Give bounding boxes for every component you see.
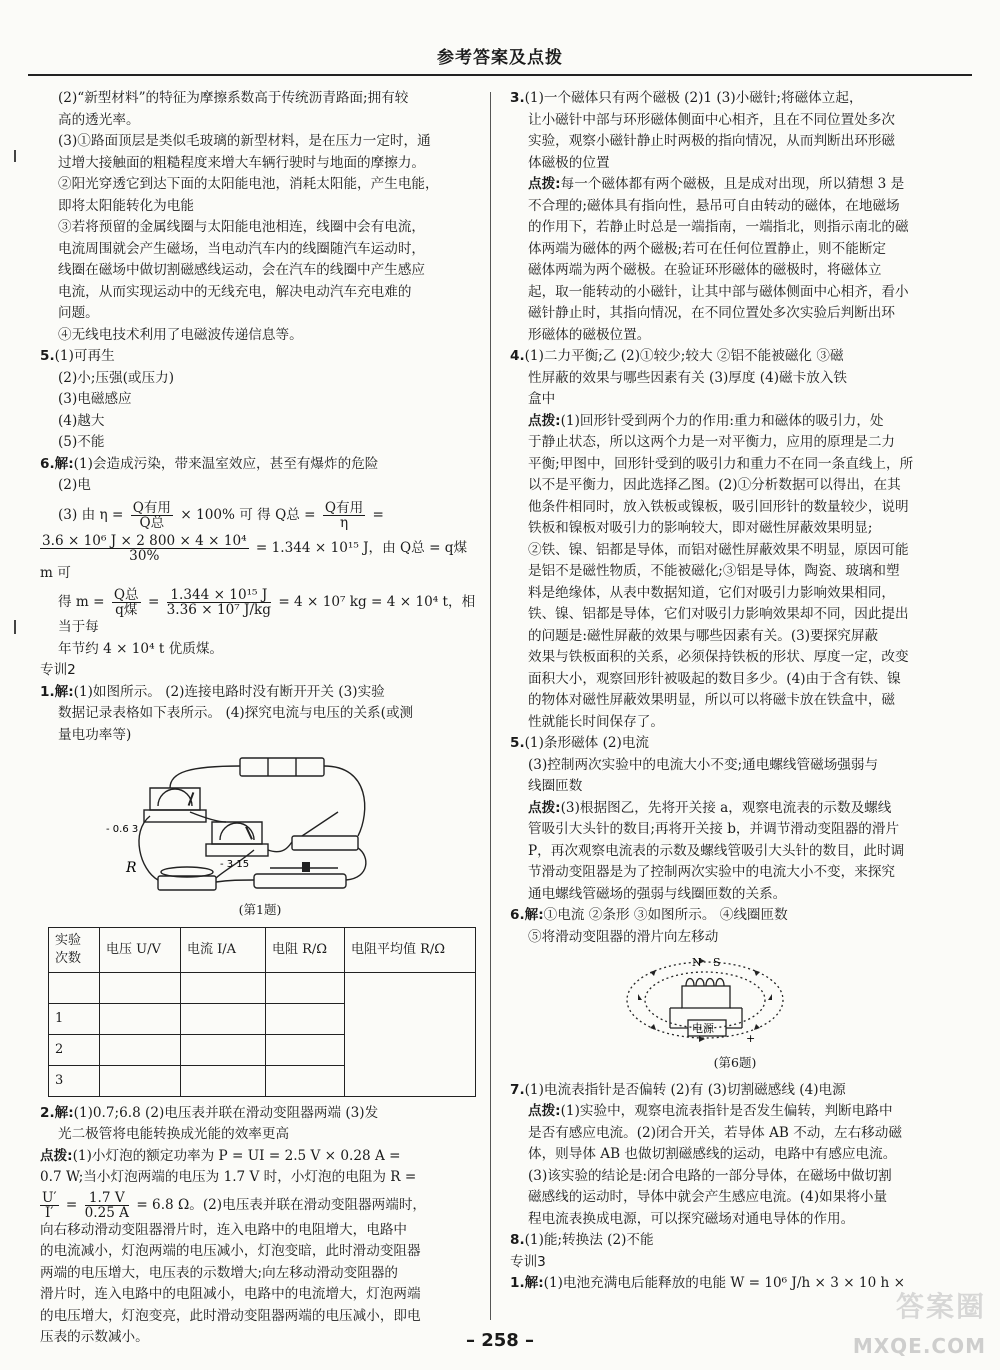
text-line: (1)二力平衡;乙 (2)①较少;较大 ②铝不能被磁化 ③磁: [524, 348, 844, 364]
text-line: (1)回形针受到两个力的作用:重力和磁体的吸引力，处: [560, 412, 884, 429]
table-row: [49, 972, 476, 1003]
solution-label: 解:: [54, 683, 74, 700]
formula-text: (3) 由 η =: [58, 506, 124, 523]
table-header-cell: 电压 U/V: [100, 927, 181, 972]
text-line: (3)电磁感应: [58, 391, 132, 407]
text-line: 光二极管将电能转换成光能的效率更高: [58, 1126, 290, 1142]
fraction-denominator: η: [339, 514, 349, 531]
south-pole-label: S: [713, 956, 721, 969]
text-line: 他条件相同时，放入铁板或镍板，吸引回形针的数量较少，说明: [528, 498, 909, 515]
text-line: 铁板和镍板对吸引力的影响较大，即对磁性屏蔽效果明显;: [528, 520, 873, 536]
text-line: 两端的电压增大，电压表的示数增大;向左移动滑动变阻器的: [40, 1264, 399, 1281]
text-line: 量电功率等): [58, 726, 132, 743]
ammeter-range-label: - 0.6 3: [106, 824, 139, 835]
fraction: [40, 534, 249, 563]
margin-mark: [14, 620, 16, 634]
text-line: P，再次观察电流表的示数及螺线管吸引大头针的数目，此时调: [528, 842, 905, 859]
tip-label: 点拨:: [528, 176, 561, 192]
text-line: (1)实验中，观察电流表指针是否发生偏转，判断电路中: [560, 1103, 893, 1119]
text-line: 磁针静止时，其指向情况，在不同位置处多次实验后判断出环: [528, 305, 896, 321]
text-line: (1)如图所示。 (2)连接电路时没有断开开关 (3)实验: [73, 683, 385, 700]
fraction-denominator: 30%: [129, 547, 160, 564]
column-divider: [490, 92, 491, 1320]
formula-text: =: [147, 594, 160, 610]
fraction-numerator: 1.344 × 10¹⁵ J: [167, 588, 271, 603]
text-line: 盒中: [528, 391, 556, 407]
tip-label: 点拨:: [528, 412, 561, 429]
circuit-diagram: [40, 752, 480, 897]
table-header-row: [49, 927, 476, 972]
resistor-label: R: [126, 860, 137, 876]
text-line: 起，取一能转动的小磁针，让其中部与磁体侧面中心相齐，看小: [528, 283, 909, 300]
watermark: [820, 1290, 990, 1368]
text-line: 料是绝缘体，从表中数据知道，它们对吸引力影响效果相同，: [528, 584, 896, 601]
text-line: (2)小;压强(或压力): [58, 369, 175, 386]
text-line: (1)电流表指针是否偏转 (2)有 (3)切割磁感线 (4)电源: [524, 1081, 846, 1098]
text-line: ①电流 ②条形 ③如图所示。 ④线圈匝数: [543, 907, 788, 923]
text-line: 是铝不是磁性物质，不能被磁化;③铝是导体，陶瓷、玻璃和塑: [528, 563, 900, 579]
text-line: 体磁极的位置: [528, 154, 610, 171]
text-line: ②铁、镍、铝都是导体，而铝对磁性屏蔽效果不明显，原因可能: [528, 541, 909, 558]
solution-label: 解:: [54, 1104, 74, 1121]
table-header-cell: 电流 I/A: [181, 927, 266, 972]
answer-s2-q2: [40, 1103, 480, 1349]
text-line: 的问题是:磁性屏蔽的效果与哪些因素有关。(3)要探究屏蔽: [528, 627, 879, 644]
text-line: 平衡;甲图中，回形针受到的吸引力和重力不在同一条直线上，所: [528, 455, 914, 472]
header-rule: [28, 74, 972, 76]
answer-s2-q1: [40, 682, 480, 1097]
tip-label: 点拨:: [528, 799, 561, 816]
text-line: 性就能长时间保存了。: [528, 713, 664, 730]
text-line: 滑片时，连入电路中的电阻减小，电路中的电流增大，灯泡两端: [40, 1286, 421, 1302]
formula-text: =: [372, 506, 384, 523]
question-number: 3.: [510, 90, 525, 106]
text-line: 不合理的;磁体具有指向性，悬吊可自由转动的磁体，在地磁场: [528, 197, 900, 214]
page-number: – 258 –: [465, 1330, 535, 1351]
figure-caption: (第6题): [713, 1055, 757, 1070]
answer-q8: [510, 1230, 960, 1252]
plus-terminal-label: +: [746, 1032, 756, 1045]
question-number: 2.: [40, 1104, 55, 1121]
formula-text: =: [65, 1196, 78, 1213]
question-number: 7.: [510, 1081, 525, 1098]
text-line: 效果与铁板面积的关系，必须保持铁板的形状、厚度一定，改变: [528, 649, 909, 665]
figure-caption: (第1题): [238, 902, 282, 917]
text-line: 每一个磁体都有两个磁极，且是成对出现，所以猜想 3 是: [560, 176, 905, 192]
text-line: 磁体两端为两个磁极。在验证环形磁体的磁极时，将磁体立: [528, 262, 882, 278]
text-line: 年节约 4 × 10⁴ t 优质煤。: [58, 640, 224, 657]
tip-label: 点拨:: [40, 1147, 73, 1164]
text-line: 线圈在磁场中做切割磁感线运动，会在汽车的线圈中产生感应: [58, 262, 426, 278]
answer-q6: [40, 454, 480, 661]
text-line: 程电流表换成电源，可以探究磁场对通电导体的作用。: [528, 1210, 855, 1227]
question-number: 8.: [510, 1232, 525, 1248]
question-number: 6.: [510, 907, 525, 923]
formula-line: [40, 588, 480, 639]
text-line: 铁、镍、铝都是导体，它们对吸引力影响效果却不同，因此提出: [528, 606, 909, 622]
text-line: 于静止状态，所以这两个力是一对平衡力，应用的原理是二力: [528, 434, 896, 450]
text-line: 磁感线的运动时，导体中就会产生感应电流。(4)如果将小量: [528, 1189, 888, 1205]
text-line: ④无线电技术利用了电磁波传递信息等。: [58, 326, 303, 343]
text-line: 实验，观察小磁针静止时两极的指向情况，从而判断出环形磁: [528, 133, 896, 149]
text-line: 电流周围就会产生磁场，当电动汽车内的线圈随汽车运动时，: [58, 240, 426, 257]
text-line: 通电螺线管磁场的强弱与线圈匝数的关系。: [528, 885, 787, 902]
solenoid-figure: [510, 950, 960, 1050]
fraction-denominator: 0.25 A: [84, 1204, 129, 1221]
text-line: 面积大小，观察回形针被吸起的数目多少。(4)由于含有铁、镍: [528, 670, 901, 687]
solution-label: 解:: [524, 1275, 544, 1291]
text-line: (1)可再生: [54, 348, 115, 364]
formula-text: = 6.8 Ω。(2)电压表并联在滑动变阻器两端时，: [136, 1196, 427, 1213]
left-column: [40, 88, 480, 1349]
fraction-denominator: I′: [45, 1204, 54, 1221]
question-number: 1.: [40, 683, 55, 700]
fraction-denominator: Q总: [139, 514, 165, 531]
text-line: 体，则导体 AB 也做切割磁感线的运动，电路中有感应电流。: [528, 1146, 897, 1162]
solution-label: 解:: [524, 907, 544, 923]
formula-text: = 1.344 × 10¹⁵ J，由 Q总 = q煤 m 可: [40, 539, 468, 581]
answer-s3-q1: [510, 1273, 960, 1295]
answer-q6: [510, 905, 960, 1074]
text-line: 向右移动滑动变阻器滑片时，连入电路中的电阻增大，电路中: [40, 1221, 408, 1238]
answer-q5: [40, 346, 480, 454]
text-line: 管吸引大头针的数目;再将开关接 b，并调节滑动变阻器的滑片: [528, 821, 900, 837]
text-line: (3)控制两次实验中的电流大小不变;通电螺线管磁场强弱与: [528, 756, 879, 773]
formula-line: [40, 534, 480, 585]
text-line: 线圈匝数: [528, 778, 583, 794]
formula-text: × 100% 可 得 Q总 =: [180, 506, 316, 523]
text-line: (1)条形磁体 (2)电流: [524, 735, 650, 751]
answer-q7: [510, 1080, 960, 1231]
fraction-denominator: 3.36 × 10⁷ J/kg: [166, 602, 271, 618]
watermark-url: MXQE.COM: [852, 1334, 986, 1358]
section-heading: 专训3: [510, 1253, 546, 1270]
north-pole-label: N: [692, 956, 702, 969]
formula-text: 得 m =: [58, 594, 105, 610]
text-line: 的作用下，若静止时总是一端指南，一端指北，则指示南北的磁: [528, 219, 909, 235]
solenoid-diagram: [510, 950, 960, 1050]
fraction-numerator: 3.6 × 10⁶ J × 2 800 × 4 × 10⁴: [42, 532, 247, 549]
fraction: [112, 588, 141, 617]
text-line: 是否有感应电流。(2)闭合开关，若导体 AB 不动，左右移动磁: [528, 1124, 902, 1141]
right-column: [510, 88, 960, 1295]
formula-line: [40, 501, 480, 530]
text-line: (2)电: [58, 477, 91, 493]
text-line: 压表的示数减小。: [40, 1329, 149, 1345]
fraction-numerator: 1.7 V: [85, 1191, 129, 1206]
question-number: 1.: [510, 1275, 525, 1291]
text-line: 让小磁针中部与环形磁体侧面中心相齐，且在不同位置处多次: [528, 111, 896, 128]
power-source-label: 电源: [692, 1022, 714, 1035]
table-header-cell: 电阻平均值 R/Ω: [345, 927, 476, 972]
question-number: 4.: [510, 348, 525, 364]
text-line: (3)根据图乙，先将开关接 a，观察电流表的示数及螺线: [560, 799, 892, 816]
formula-line: [40, 1191, 480, 1220]
text-line: 问题。: [58, 305, 99, 321]
text-line: (1)电池充满电后能释放的电能 W = 10⁶ J/h × 3 × 10 h ×: [543, 1275, 906, 1291]
fraction: [323, 501, 365, 530]
table-header-cell: 电阻 R/Ω: [266, 927, 345, 972]
text-line: 过增大接触面的粗糙程度来增大车辆行驶时与地面的摩擦力。: [58, 154, 426, 171]
text-line: ③若将预留的金属线圈与太阳能电池相连，线圈中会有电流，: [58, 219, 426, 235]
text-line: (1)能;转换法 (2)不能: [524, 1232, 654, 1248]
answer-q5: [510, 733, 960, 905]
tip-label: 点拨:: [528, 1103, 561, 1119]
fraction: [167, 588, 271, 617]
text-line: (1)0.7;6.8 (2)电压表并联在滑动变阻器两端 (3)发: [73, 1104, 379, 1121]
text-line: (3)该实验的结论是:闭合电路的一部分导体，在磁场中做切割: [528, 1167, 892, 1184]
fraction-numerator: Q有用: [324, 499, 364, 516]
circuit-figure: [40, 752, 480, 897]
page-header-title: 参考答案及点拨: [437, 48, 563, 68]
fraction-numerator: Q总: [113, 587, 139, 603]
table-cell: 1: [49, 1003, 100, 1034]
text-line: (1)小灯泡的额定功率为 P = UI = 2.5 V × 0.28 A =: [72, 1147, 401, 1164]
text-line: 数据记录表格如下表所示。 (4)探究电流与电压的关系(或测: [58, 705, 414, 721]
fraction: [40, 1191, 59, 1220]
text-line: 0.7 W;当小灯泡两端的电压为 1.7 V 时，小灯泡的电阻为 R =: [40, 1169, 417, 1185]
fraction: [85, 1191, 129, 1220]
answer-q4-continued: [40, 88, 480, 346]
table-header-cell: 实验次数: [49, 927, 100, 972]
data-table: [48, 927, 476, 1097]
question-number: 6.: [40, 455, 55, 472]
voltmeter-range-label: - 3 15: [220, 859, 250, 870]
text-line: 的电流减小，灯泡两端的电压减小，灯泡变暗，此时滑动变阻器: [40, 1243, 421, 1259]
fraction: [131, 501, 173, 530]
table-cell: 3: [49, 1065, 100, 1096]
fraction-numerator: Q有用: [132, 499, 172, 516]
text-line: (3)①路面顶层是类似毛玻璃的新型材料，是在压力一定时，通: [58, 133, 431, 149]
text-line: (5)不能: [58, 434, 105, 450]
fraction-denominator: q煤: [115, 602, 138, 618]
fraction-numerator: U′: [42, 1189, 57, 1206]
text-line: 高的透光率。: [58, 111, 140, 128]
text-line: 形磁体的磁极位置。: [528, 326, 651, 343]
question-number: 5.: [510, 735, 525, 751]
text-line: 体两端为磁体的两个磁极;若可在任何位置静止，则不能断定: [528, 240, 887, 257]
text-line: ⑤将滑动变阻器的滑片向左移动: [528, 928, 719, 945]
margin-mark: [14, 150, 16, 162]
text-line: 的物体对磁性屏蔽效果明显，所以可以将磁卡放在铁盒中，磁: [528, 692, 896, 708]
text-line: 电流，从而实现运动中的无线充电，解决电动汽车充电难的: [58, 283, 412, 300]
text-line: 以不是平衡力，因此选择乙图。(2)①分析数据可以得出，在其: [528, 477, 901, 493]
answer-q3: [510, 88, 960, 346]
text-line: 的电压增大，灯泡变亮，此时滑动变阻器两端的电压减小，即电: [40, 1307, 421, 1324]
question-number: 5.: [40, 348, 55, 364]
text-line: ②阳光穿透它到达下面的太阳能电池，消耗太阳能，产生电能，: [58, 176, 439, 192]
text-line: (4)越大: [58, 412, 105, 429]
text-line: (2)“新型材料”的特征为摩擦系数高于传统沥青路面;拥有较: [58, 90, 409, 106]
text-line: 节滑动变阻器是为了控制两次实验中的电流大小不变，来探究: [528, 864, 896, 880]
formula-text: = 4 × 10⁷ kg = 4 × 10⁴ t，相当于每: [58, 594, 476, 635]
text-line: 即将太阳能转化为电能: [58, 197, 194, 214]
text-line: 性屏蔽的效果与哪些因素有关 (3)厚度 (4)磁卡放入铁: [528, 369, 848, 386]
section-heading: 专训2: [40, 662, 76, 678]
text-line: (1)会造成污染，带来温室效应，甚至有爆炸的危险: [73, 455, 379, 472]
watermark-text: 答案圈: [895, 1290, 986, 1323]
text-line: (1)一个磁体只有两个磁极 (2)1 (3)小磁针;将磁体立起，: [524, 90, 863, 106]
table-cell: 2: [49, 1034, 100, 1065]
answer-q4: [510, 346, 960, 733]
solution-label: 解:: [54, 455, 74, 472]
